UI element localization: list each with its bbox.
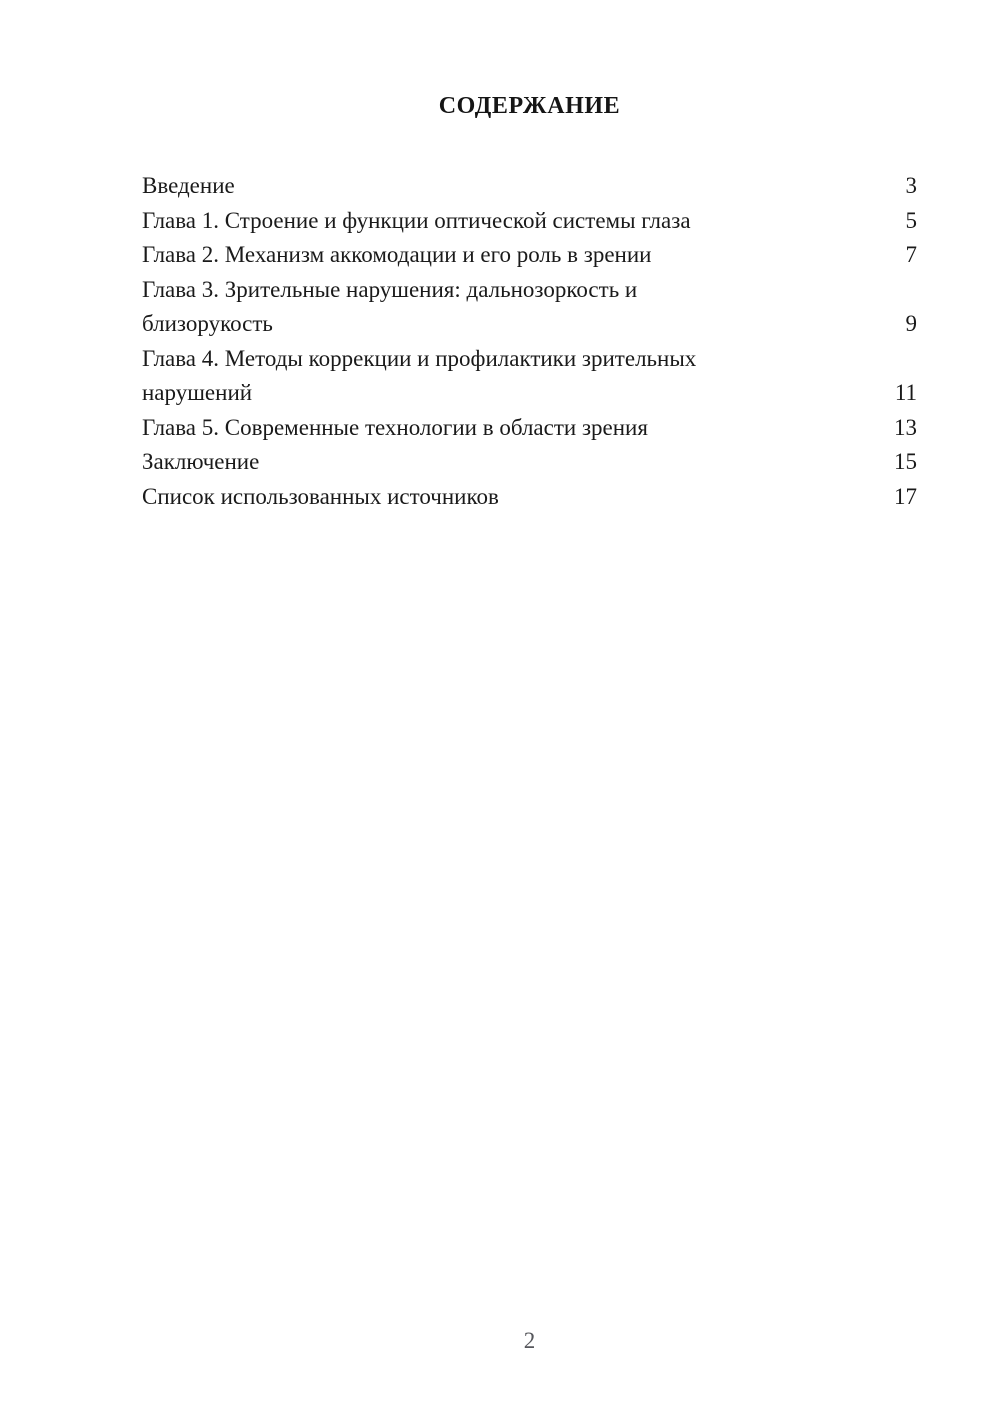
toc-entry-text: Глава 3. Зрительные нарушения: дальнозоркость и: [142, 276, 638, 302]
toc-page-number: 15: [894, 449, 917, 474]
toc-entry-text: Заключение: [142, 449, 260, 474]
toc-entry-text: Глава 5. Современные технологии в области зрения: [142, 414, 648, 440]
page-title: СОДЕРЖАНИЕ: [438, 93, 621, 119]
toc-entry-text: Список использованных источников: [142, 483, 499, 509]
toc-entry-line: [142, 342, 917, 377]
toc-entry-line: [142, 238, 917, 273]
footer-page-number: 2: [523, 1328, 536, 1353]
toc-page-number: 13: [894, 414, 917, 440]
toc-entry-text: близорукость: [142, 311, 273, 336]
toc-entry-line: [142, 445, 917, 480]
toc-page-number: 5: [905, 207, 917, 233]
toc-page-number: 9: [905, 311, 917, 336]
toc-page-number: 3: [905, 173, 917, 198]
toc-entry-line: [142, 411, 917, 446]
toc-entry-line: [142, 273, 917, 308]
toc-page-number: 11: [894, 380, 917, 405]
toc-entry-text: Глава 2. Механизм аккомодации и его роль в зрении: [142, 242, 652, 267]
toc-entry-line: [142, 169, 917, 204]
toc-entry-line: [142, 204, 917, 239]
toc-entry-line: [142, 376, 917, 411]
toc-entry-line: [142, 480, 917, 515]
toc-entry-text: Глава 1. Строение и функции оптической системы глаза: [142, 207, 691, 233]
toc-entry-text: Введение: [142, 173, 235, 198]
toc-page-number: 7: [905, 242, 917, 267]
toc-list: [142, 169, 917, 514]
toc-entry-line: [142, 307, 917, 342]
toc-entry-text: Глава 4. Методы коррекции и профилактики зрительных: [142, 345, 697, 371]
toc-page-number: 17: [894, 483, 917, 509]
toc-entry-text: нарушений: [142, 380, 253, 405]
